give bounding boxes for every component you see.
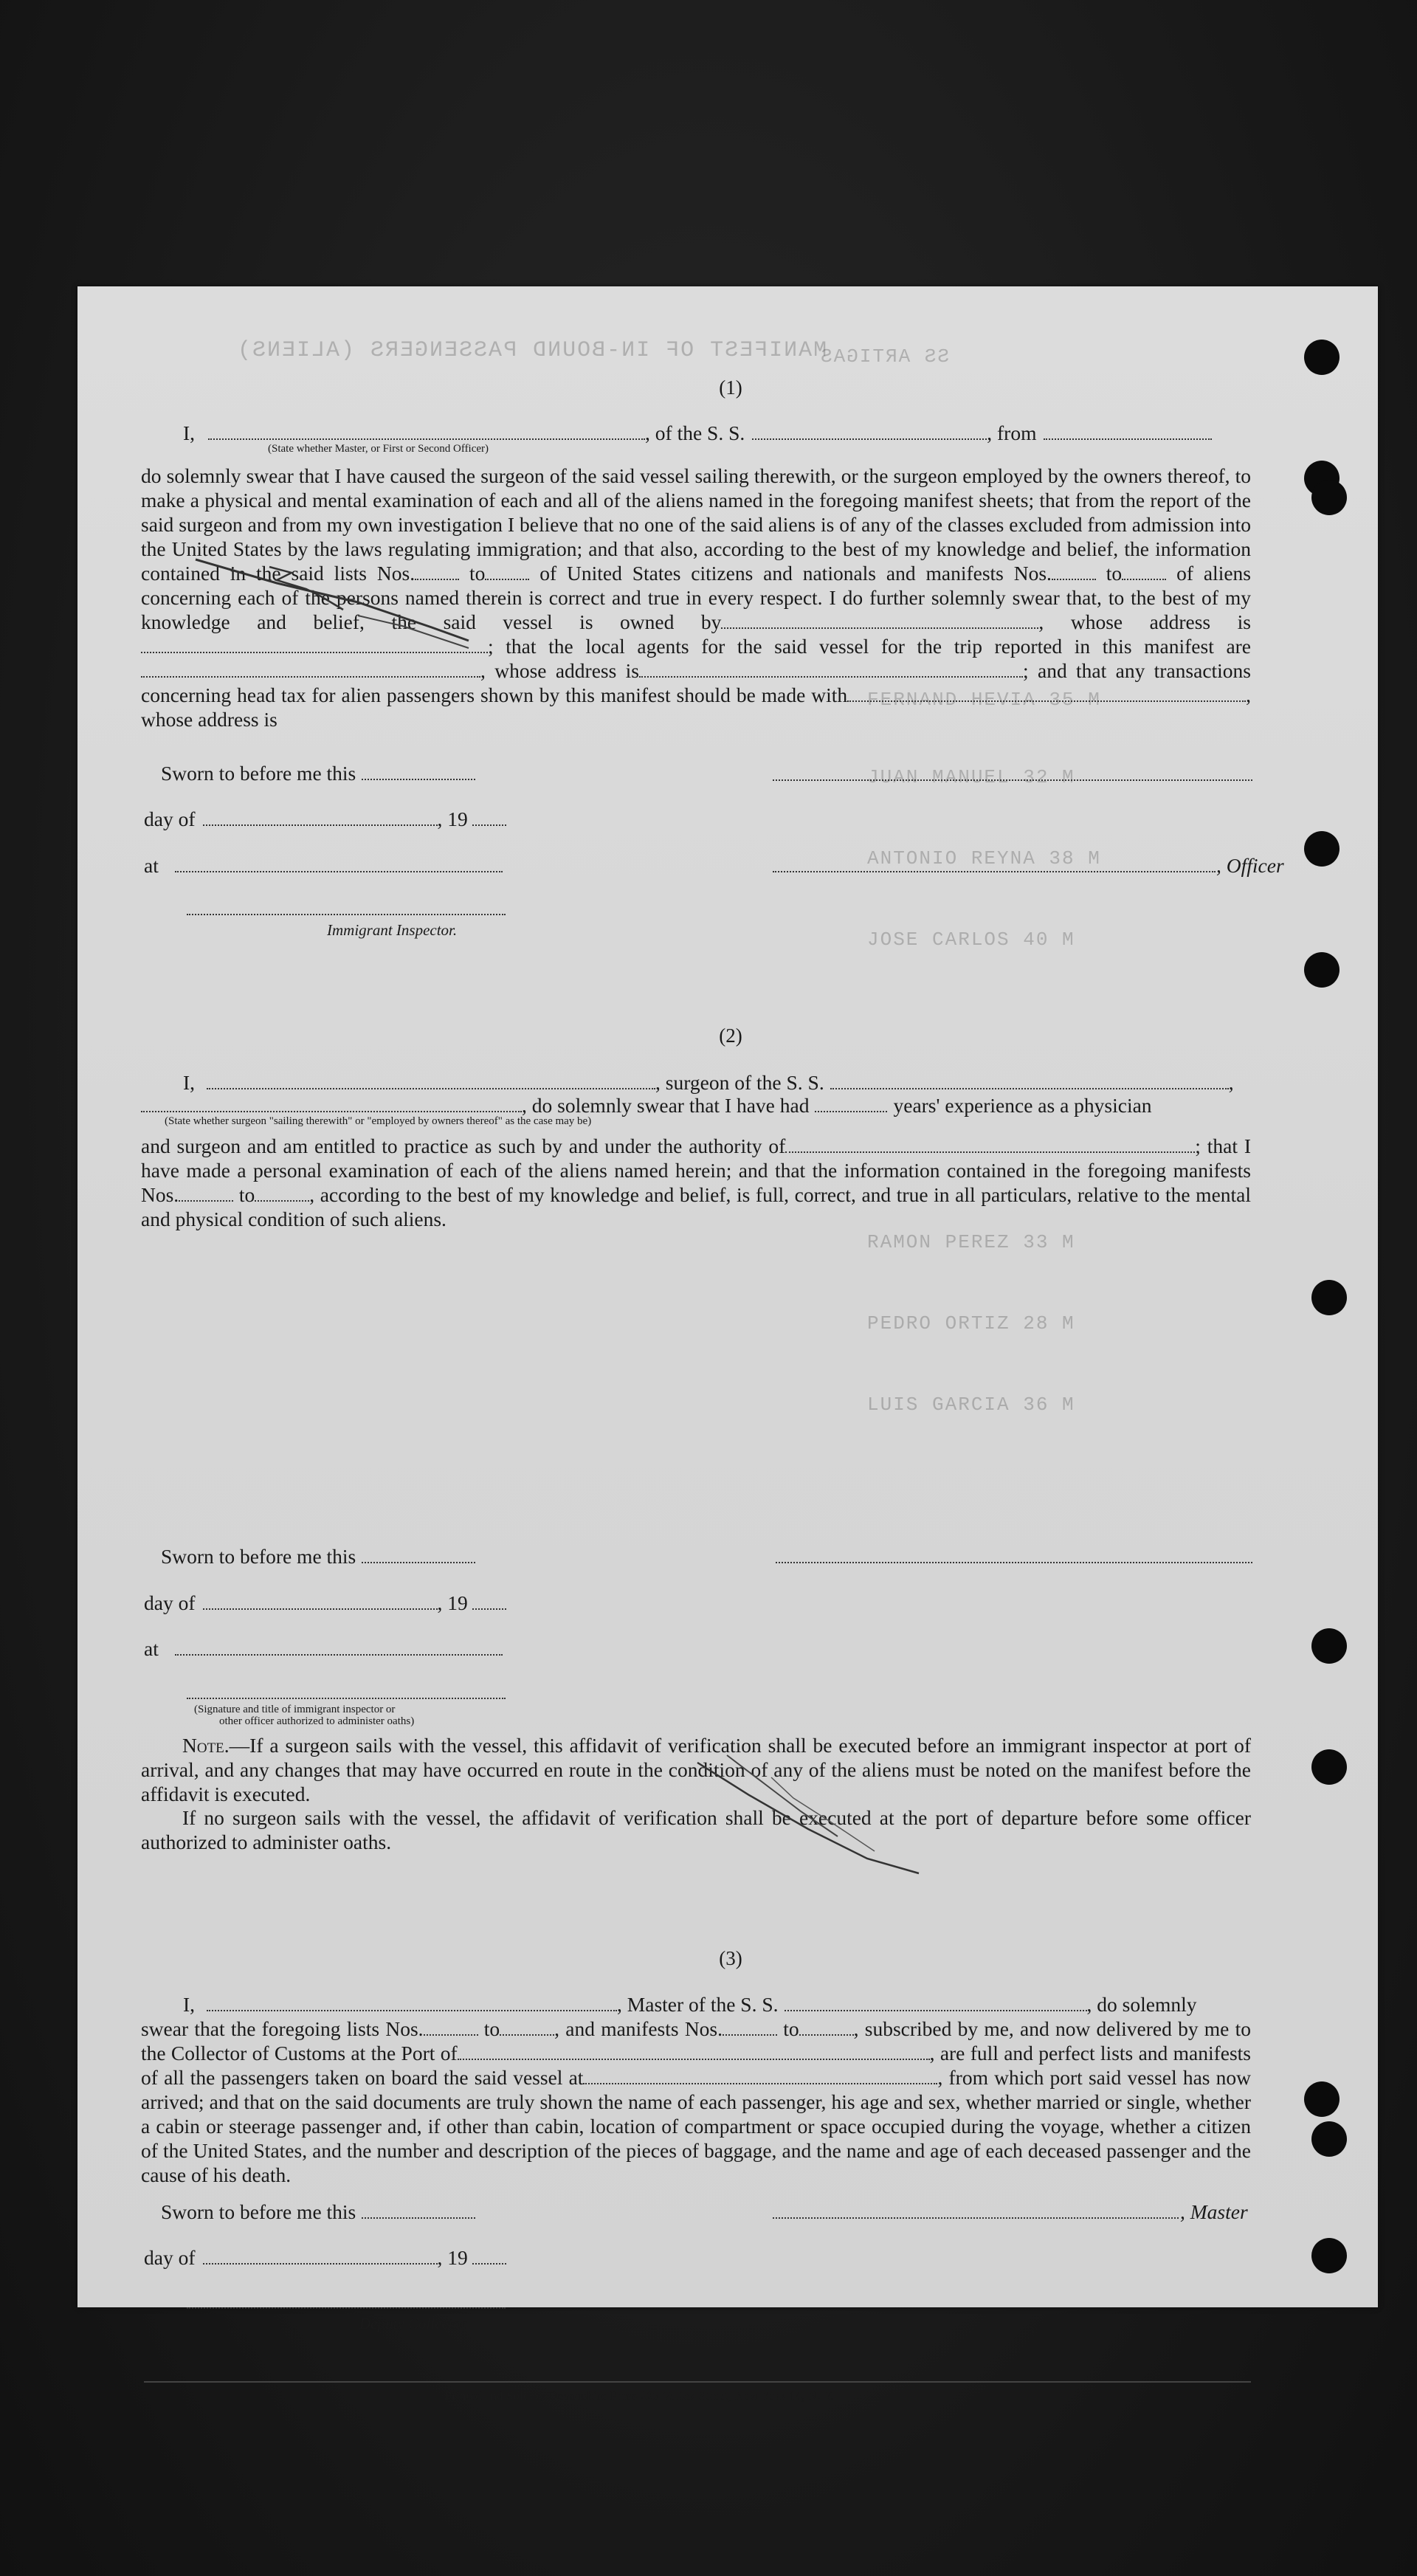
- officer-signature-line[interactable]: [773, 779, 1252, 781]
- sworn-line-3: Sworn to before me this: [161, 2200, 475, 2224]
- address-label-2: whose address is: [494, 659, 639, 682]
- master-vessel-blank[interactable]: [785, 2009, 1087, 2011]
- day-of-line-3: day of , 19: [144, 2245, 506, 2270]
- at-line: at: [144, 853, 503, 878]
- owner-blank[interactable]: [721, 627, 1038, 629]
- deputy-label: Deputy Collector.: [359, 2315, 469, 2332]
- printer-credit: Printed and Sold by Devonshire Press 223 Varick Street, New York 14, N. Y.: [445, 2390, 835, 2403]
- binder-hole: [1304, 952, 1340, 988]
- oath-text-2: of United States citizens and nationals and manifests Nos.: [539, 562, 1052, 585]
- oath-text-4: that the local agents for the said vessel for the trip reported in this manifest are: [506, 635, 1252, 658]
- master-manifests-from[interactable]: [723, 2033, 777, 2036]
- sworn-line-2: Sworn to before me this: [161, 1544, 475, 1568]
- master-manifests-to[interactable]: [799, 2033, 854, 2036]
- head-tax-blank[interactable]: [847, 700, 1246, 702]
- manifests-from-blank[interactable]: [1052, 578, 1096, 580]
- bleed-through-text: MANIFEST OF IN-BOUND PASSENGERS (ALIENS): [236, 338, 827, 363]
- year-blank-3[interactable]: [472, 2262, 506, 2265]
- section-1-heading: (1): [719, 376, 742, 399]
- bleed-through-text: FERNAND HEVIA 35 M: [867, 689, 1101, 711]
- from-label: , from: [987, 421, 1037, 444]
- embark-port-blank[interactable]: [583, 2082, 937, 2084]
- administrator-signature-line[interactable]: [187, 1698, 506, 1699]
- surgeon-note-2: If no surgeon sails with the vessel, the affidavit of verification shall be executed at the port of departure before some officer authorized to administer oaths.: [141, 1806, 1251, 1853]
- binder-hole: [1311, 2238, 1347, 2273]
- pen-scribble: [188, 545, 616, 655]
- section-1-paragraph: do solemnly swear that I have caused the surgeon of the said vessel sailing therewith, or the surgeon employed by the owners thereof, to make a physical and mental examination of each and all of the aliens named in the foregoing manifest sheets; that from the report of the said surgeon and from my own investigation I believe that no one of the said aliens is of any of the classes excluded from admission into the United States by the laws regulating immigration; and that also, according to the best of my knowledge and belief, the information contained in the said lists Nos. to of United States citizens and nationals and manifests Nos. to of aliens concerning each of the persons named therein is correct and true in every respect. I do further solemnly swear that, to the best of my knowledge and belief, the said vessel is owned by , whose address is; that the local agents for the said vessel for the trip reported in this manifest are, whose address is ; and that any transactions concerning head tax for alien passengers shown by this manifest should be made with , whose address is: [141, 464, 1252, 731]
- section-2-heading: (2): [719, 1024, 742, 1047]
- sig-hint-1: (Signature and title of immigrant inspector or: [194, 1704, 396, 1715]
- footer-rule: [144, 2381, 1251, 2383]
- day-of-line-2: day of , 19: [144, 1591, 506, 1615]
- sworn-line: Sworn to before me this: [161, 761, 475, 785]
- at-blank-2[interactable]: [175, 1653, 503, 1656]
- bleed-through-text: RAMON PEREZ 33 M: [867, 1231, 1075, 1253]
- name-blank[interactable]: [208, 438, 645, 440]
- at-line-2: at: [144, 1636, 503, 1661]
- surgeon-manifests-to[interactable]: [255, 1199, 309, 1202]
- master-name-blank[interactable]: [207, 2009, 617, 2011]
- surgeon-name-blank[interactable]: [207, 1087, 655, 1089]
- oath-text-1: do solemnly swear that I have caused the surgeon of the said vessel sailing therewith, or the surgeon employed by the owners thereof, to make a physical and mental examination of each and all of the aliens named in the foregoing manifest sheets; that from the report of the said surgeon and from my own investigation I believe that no one of the said aliens is of any of the classes excluded from admission into the United States by the laws regulating immigration; and that also, according to the best of my knowledge and belief, the information contained in the said lists Nos.: [141, 464, 1251, 585]
- day-of-line: day of , 19: [144, 807, 506, 831]
- note-label: Note.: [182, 1734, 230, 1757]
- officer-signature-line-2[interactable]: [773, 871, 1216, 872]
- binder-hole: [1311, 1749, 1347, 1785]
- sworn-blank-3[interactable]: [362, 2217, 475, 2219]
- years-blank[interactable]: [815, 1110, 887, 1112]
- agents-blank[interactable]: [141, 675, 480, 678]
- to-label: to: [469, 562, 486, 585]
- surgeon-manifests-from[interactable]: [179, 1199, 233, 1202]
- sworn-blank-2[interactable]: [362, 1561, 475, 1563]
- day-blank-3[interactable]: [203, 2262, 438, 2265]
- binder-hole: [1311, 480, 1347, 515]
- year-blank-2[interactable]: [472, 1608, 506, 1610]
- master-signature-line[interactable]: [773, 2217, 1179, 2219]
- day-blank-2[interactable]: [203, 1608, 438, 1610]
- document-page: [77, 286, 1378, 2403]
- of-ss-label: , of the S. S.: [645, 421, 745, 444]
- i-label: I,: [183, 421, 196, 444]
- port-blank[interactable]: [458, 2058, 930, 2060]
- master-lists-from[interactable]: [424, 2033, 478, 2036]
- surgeon-note: Note.—If a surgeon sails with the vessel, this affidavit of verification shall be executed before an immigrant inspector at port of arrival, and any changes that may have occurred en route in the condition of any of the aliens must be noted on the manifest before the affidavit is executed.: [141, 1734, 1251, 1805]
- inspector-label: Immigrant Inspector.: [327, 921, 458, 939]
- section-2-line-1: I, , surgeon of the S. S. ,: [183, 1071, 1234, 1094]
- section-3-paragraph: swear that the foregoing lists Nos. to , and manifests Nos. to , subscribed by me, and now delivered by me to the Collector of Customs at the Port of , are full and perfect lists and manifests of all the passengers taken on board the said vessel at , from which port said vessel has now arrived; and that on the said documents are truly shown the name of each passenger, his age and sex, whether married or single, whether a cabin or steerage passenger and, if other than cabin, location of compartment or space occupied during the voyage, whether a citizen of the United States, and the number and description of the pieces of baggage, and the name and age of each deceased passenger and the cause of his death.: [141, 2017, 1252, 2186]
- officer-hint: (State whether Master, or First or Second Officer): [268, 443, 489, 455]
- oath-text-3: of aliens concerning each of the persons named therein is correct and true in every respect. I do further solemnly swear that, to the best of my knowledge and belief, the said vessel is owned by: [141, 562, 1251, 633]
- agents-address-blank[interactable]: [639, 675, 1023, 678]
- surgeon-signature-line[interactable]: [776, 1562, 1252, 1563]
- address-label: , whose address is: [1038, 610, 1251, 633]
- vessel-blank[interactable]: [752, 438, 987, 440]
- bleed-through-text: JOSE CARLOS 40 M: [867, 929, 1075, 951]
- binder-hole: [1304, 2081, 1340, 2117]
- at-blank[interactable]: [175, 870, 503, 872]
- section-2-paragraph: and surgeon and am entitled to practice as such by and under the authority of ; that I have made a personal examination of each of the aliens named herein; and that the information contained in the foregoing manifests Nos. to , according to the best of my knowledge and belief, is full, correct, and true in all particulars, relative to the mental and physical condition of such aliens.: [141, 1134, 1252, 1230]
- officer-label: , Officer: [1216, 854, 1284, 877]
- binder-hole: [1311, 2121, 1347, 2157]
- bleed-through-text: ANTONIO REYNA 38 M: [867, 847, 1101, 869]
- section-1-line-1: [183, 421, 1212, 445]
- sworn-blank[interactable]: [362, 778, 475, 780]
- binder-hole: [1311, 1280, 1347, 1315]
- bleed-through-text: LUIS GARCIA 36 M: [867, 1394, 1075, 1416]
- section-2-line-2: , do solemnly swear that I have had years' experience as a physician: [141, 1093, 1152, 1117]
- sig-hint-2: other officer authorized to administer oaths): [219, 1715, 415, 1727]
- bleed-through-text: PEDRO ORTIZ 28 M: [867, 1312, 1075, 1335]
- pen-scribble-2: [683, 1748, 963, 1881]
- master-label: , Master: [1180, 2200, 1248, 2223]
- to-label: to: [1106, 562, 1123, 585]
- section-3-heading: (3): [719, 1947, 742, 1969]
- deputy-signature-line[interactable]: [187, 2307, 506, 2309]
- section-3-line-1: I, , Master of the S. S. , do solemnly: [183, 1993, 1197, 2016]
- surgeon-hint: (State whether surgeon "sailing therewith" or "employed by owners thereof" as the case may be): [165, 1115, 592, 1127]
- authority-blank[interactable]: [785, 1151, 1195, 1153]
- address-label-3: , whose address is: [141, 683, 1251, 731]
- manifests-to-blank[interactable]: [1122, 578, 1166, 580]
- surgeon-vessel-blank[interactable]: [830, 1087, 1229, 1089]
- oath-text-5: ; and that any transactions concerning head tax for alien passengers shown by this manifest should be made with: [141, 659, 1252, 706]
- binder-hole: [1304, 340, 1340, 375]
- inspector-signature-line[interactable]: [187, 914, 506, 915]
- bleed-through-text: JUAN MANUEL 32 M: [867, 766, 1075, 788]
- bleed-through-text: SS ARTIGAS: [819, 345, 950, 368]
- binder-hole: [1304, 831, 1340, 867]
- year-blank[interactable]: [472, 824, 506, 826]
- from-blank[interactable]: [1044, 438, 1212, 440]
- day-blank[interactable]: [203, 824, 438, 826]
- binder-hole: [1311, 1628, 1347, 1664]
- master-lists-to[interactable]: [500, 2033, 554, 2036]
- surgeon-status-blank[interactable]: [141, 1110, 522, 1112]
